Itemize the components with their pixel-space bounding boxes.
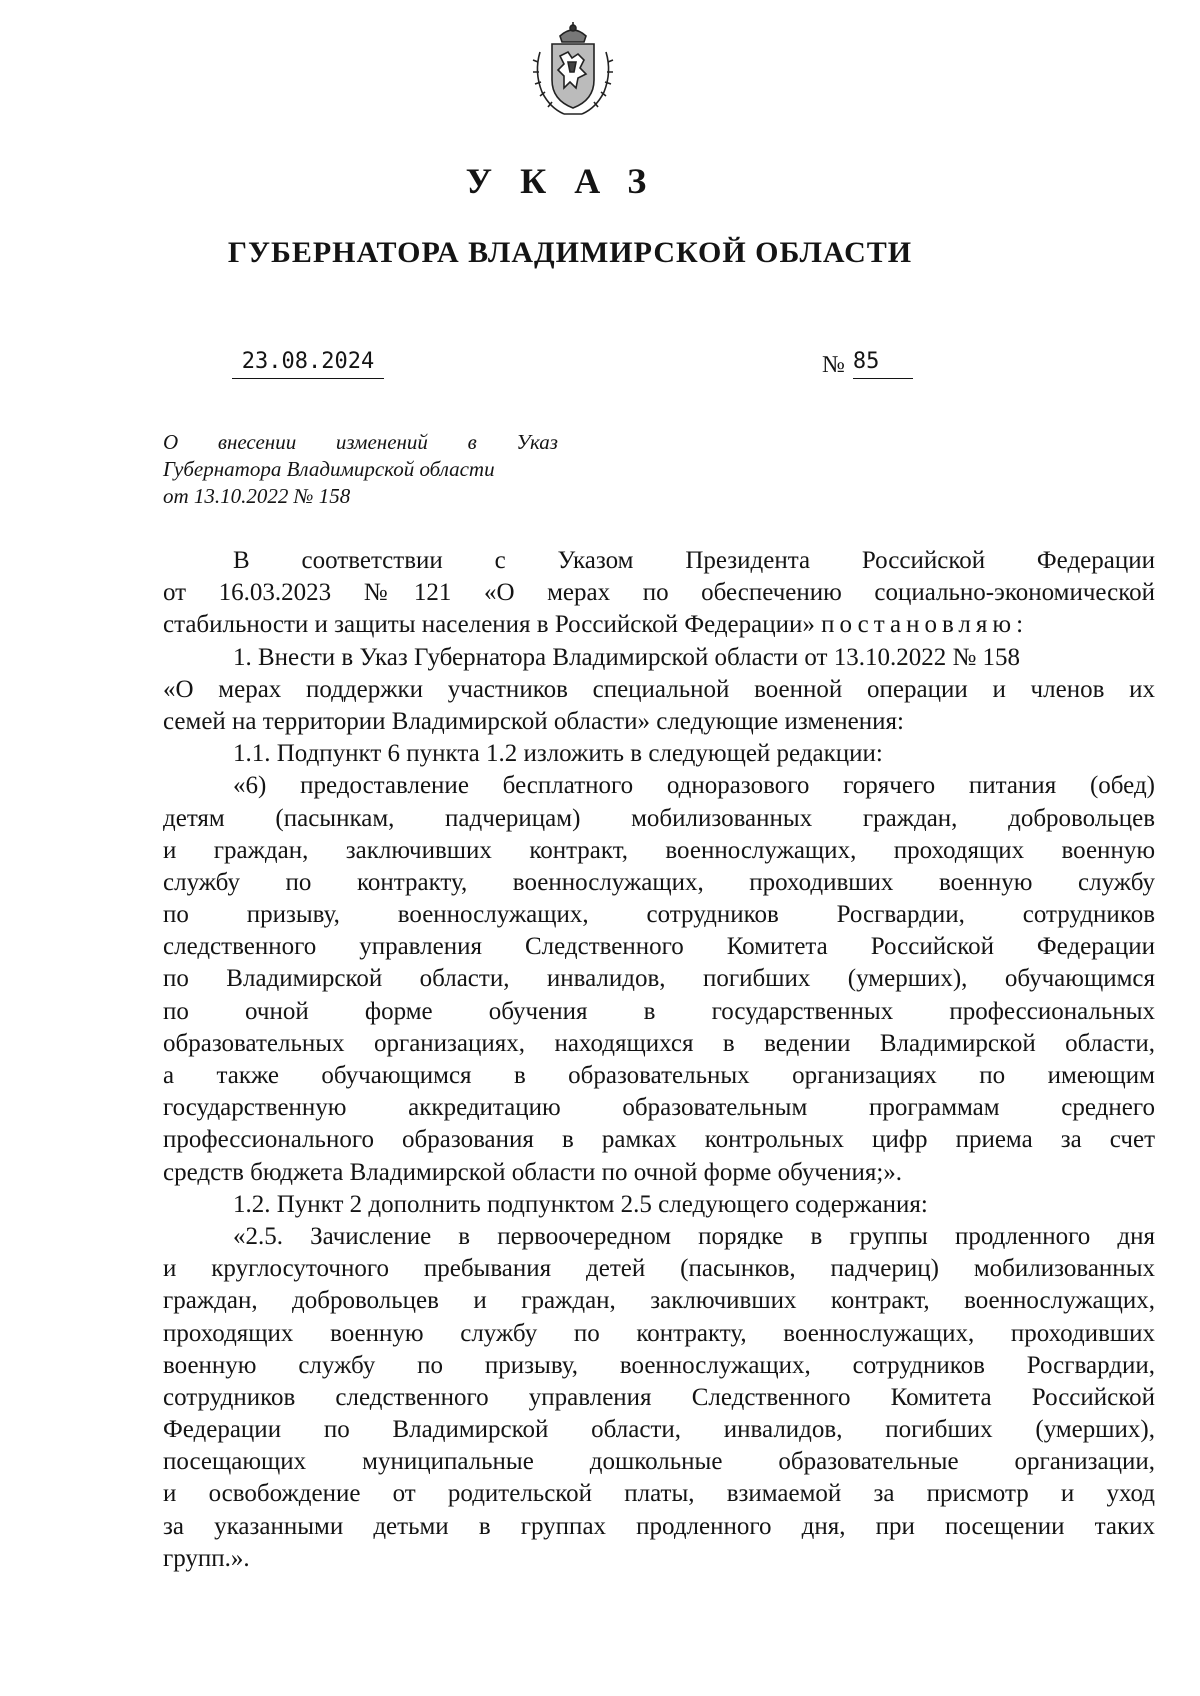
body-line: службу по контракту, военнослужащих, проходивших военную службу: [163, 868, 1155, 896]
body-line: военную службу по призыву, военнослужащих, сотрудников Росгвардии,: [163, 1351, 1155, 1379]
body-line: и круглосуточного пребывания детей (пасынков, падчериц) мобилизованных: [163, 1255, 1155, 1283]
body-line: Федерации по Владимирской области, инвалидов, погибших (умерших),: [163, 1416, 1155, 1444]
coat-of-arms-icon: [530, 22, 616, 118]
subject-line: Губернатора Владимирской области: [163, 457, 495, 481]
body-line: проходящих военную службу по контракту, военнослужащих, проходивших: [163, 1319, 1155, 1347]
subject-line: О внесении изменений в Указ: [163, 430, 558, 454]
body-line: граждан, добровольцев и граждан, заключивших контракт, военнослужащих,: [163, 1287, 1155, 1315]
decree-keyword: постановляю:: [821, 611, 1029, 639]
document-number: [822, 348, 913, 379]
body-line: от 16.03.2023 №121 «О мерах по обеспечению социально-экономической: [163, 579, 1155, 607]
body-line: следственного управления Следственного Комитета Российской Федерации: [163, 933, 1155, 961]
body-line: профессионального образования в рамках контрольных цифр приема за счет: [163, 1126, 1155, 1154]
body-line: 1. Внести в Указ Губернатора Владимирской области от 13.10.2022 № 158: [233, 643, 1021, 671]
body-line: групп.».: [163, 1544, 250, 1572]
document-subject: [163, 429, 558, 510]
document-date: 23.08.2024: [232, 348, 384, 379]
body-line: семей на территории Владимирской области» следующие изменения:: [163, 707, 904, 735]
body-line: по призыву, военнослужащих, сотрудников Росгвардии, сотрудников: [163, 901, 1155, 929]
body-line: 1.1. Подпункт 6 пункта 1.2 изложить в следующей редакции:: [233, 740, 883, 768]
number-value: 85: [853, 348, 913, 379]
body-line: «6) предоставление бесплатного одноразового горячего питания (обед): [233, 772, 1155, 800]
body-line: сотрудников следственного управления Следственного Комитета Российской: [163, 1383, 1155, 1411]
document-subtitle: ГУБЕРНАТОРА ВЛАДИМИРСКОЙ ОБЛАСТИ: [227, 236, 913, 269]
body-line: образовательных организациях, находящихся в ведении Владимирской области,: [163, 1029, 1155, 1057]
body-line: В соответствии с Указом Президента Российской Федерации: [233, 547, 1155, 574]
body-line: и освобождение от родительской платы, взимаемой за присмотр и уход: [163, 1480, 1155, 1508]
body-line: и граждан, заключивших контракт, военнослужащих, проходящих военную: [163, 836, 1155, 864]
number-label: №: [822, 352, 845, 378]
document-title: УКАЗ: [465, 161, 675, 201]
body-line: по очной форме обучения в государственных профессиональных: [163, 997, 1155, 1025]
subject-line: от 13.10.2022 № 158: [163, 484, 351, 508]
body-line: детям (пасынкам, падчерицам) мобилизованных граждан, добровольцев: [163, 804, 1155, 832]
body-line: государственную аккредитацию образовательным программам среднего: [163, 1094, 1155, 1122]
body-line: а также обучающимся в образовательных организациях по имеющим: [163, 1062, 1155, 1089]
body-text: стабильности и защиты населения в Российской Федерации»: [163, 611, 815, 639]
body-line: [163, 609, 1155, 641]
document-body: [163, 545, 1155, 1575]
body-line: «2.5. Зачисление в первоочередном порядке в группы продленного дня: [233, 1222, 1155, 1250]
body-line: «О мерах поддержки участников специальной военной операции и членов их: [163, 675, 1155, 703]
body-line: по Владимирской области, инвалидов, погибших (умерших), обучающимся: [163, 965, 1155, 993]
body-line: посещающих муниципальные дошкольные образовательные организации,: [163, 1448, 1155, 1476]
body-line: 1.2. Пункт 2 дополнить подпунктом 2.5 следующего содержания:: [233, 1190, 928, 1218]
body-line: за указанными детьми в группах продленного дня, при посещении таких: [163, 1512, 1155, 1540]
body-line: средств бюджета Владимирской области по очной форме обучения;».: [163, 1158, 903, 1186]
